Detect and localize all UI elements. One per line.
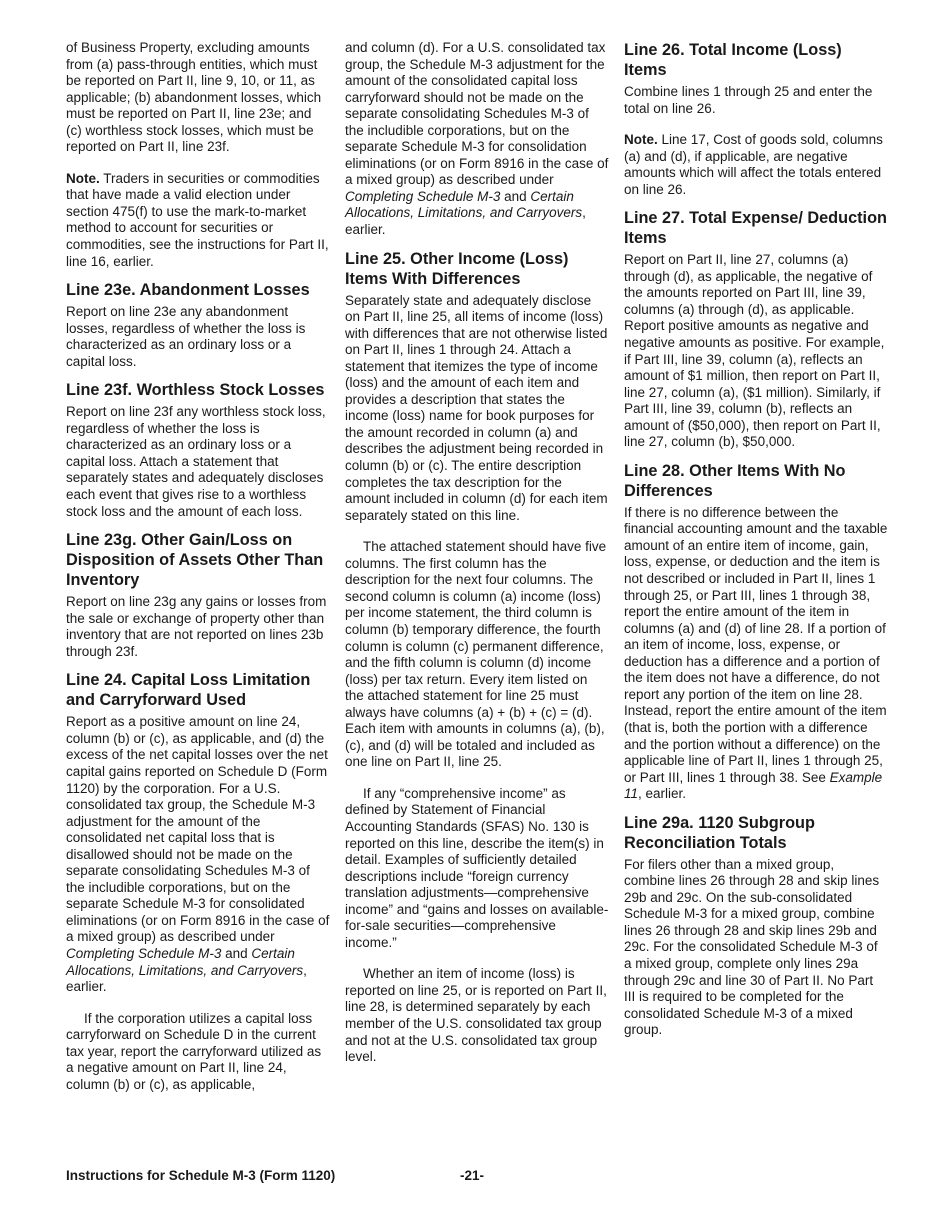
heading-line-23g: Line 23g. Other Gain/Loss on Disposition of Assets Other Than Inventory (66, 531, 324, 590)
note-paragraph: Note. Line 17, Cost of goods sold, columns (a) and (d), if applicable, are negative amounts which will affect the totals entered on line 26. (624, 132, 883, 197)
paragraph: Report on line 23g any gains or losses from the sale or exchange of property other than inventory that are not reported on lines 23b through 23f. (66, 594, 327, 659)
heading-line-24: Line 24. Capital Loss Limitation and Carryforward Used (66, 671, 311, 710)
column-right (624, 40, 888, 1039)
paragraph: and column (d). For a U.S. consolidated tax group, the Schedule M-3 adjustment for the amount of the consolidated capital loss carryforward should not be made on the separate consolidating Schedules M-3 of the includible corporations, but on the separate Schedule M-3 for consolidation eliminations (or on Form 8916 in the case of a mixed group) as described under Completing Schedule M-3 and Certain Allocations, Limitations, and Carryovers, earlier. (345, 40, 609, 238)
heading-line-25: Line 25. Other Income (Loss) Items With Differences (345, 249, 569, 288)
heading-line-26: Line 26. Total Income (Loss) Items (624, 41, 842, 79)
paragraph: Combine lines 1 through 25 and enter the total on line 26. (624, 84, 873, 116)
paragraph: Whether an item of income (loss) is reported on line 25, or is reported on Part II, line 28, is determined separately by each member of the U.S. consolidated tax group and not at the U.S. consolidated tax group level. (345, 966, 607, 1065)
paragraph: Report on line 23e any abandonment losses, regardless of whether the loss is characterized as an ordinary loss or a capital loss. (66, 304, 306, 369)
column-left (66, 40, 330, 1093)
paragraph: For filers other than a mixed group, combine lines 26 through 28 and skip lines 29b and 29c. On the sub-consolidated Schedule M-3 for a mixed group, combine lines 26 through 28 and skip lines 29b and 29c. For the consolidated Schedule M-3 of a mixed group, complete only lines 29a through 29c and line 30 of Part II. No Part III is required to be completed for the consolidated Schedule M-3 of a mixed group. (624, 856, 880, 1038)
paragraph: Separately state and adequately disclose on Part II, line 25, all items of income (loss) with differences that are not otherwise listed on Part II, lines 1 through 24. Attach a statement that itemizes the type of income (loss) and the amount of each item and provides a description that states the income (loss) name for book purposes for the amount recorded in column (a) and describes the adjustment being recorded in column (b) or (c). The entire description completes the tax description for the amount included in column (d) for each item separately stated on this line. (345, 292, 608, 523)
heading-line-23e: Line 23e. Abandonment Losses (66, 281, 310, 300)
heading-line-23f: Line 23f. Worthless Stock Losses (66, 381, 325, 400)
paragraph: of Business Property, excluding amounts from (a) pass-through entities, which must be reported on Part II, line 9, 10, or 11, as applicable; (b) abandonment losses, which must be reported on Part II, line 23e; and (c) worthless stock losses, which must be reported on Part II, line 23f. (66, 40, 322, 155)
heading-line-27: Line 27. Total Expense/ Deduction Items (624, 209, 887, 248)
page-number: -21- (460, 1168, 485, 1183)
footer-title: Instructions for Schedule M-3 (Form 1120) (66, 1168, 336, 1183)
paragraph: Report on Part II, line 27, columns (a) through (d), as applicable, the negative of the amounts reported on Part III, line 39, columns (a) through (d), as applicable. Report positive amounts as negative and negative amounts as positive. For example, if Part III, line 39, column (a), reflects an amount of $1 million, then report on Part II, line 27, column (a), ($1 million). Similarly, if Part III, line 39, column (b), reflects an amount of ($50,000), then report on Part II, line 27, column (b), $50,000. (624, 252, 885, 450)
paragraph: The attached statement should have five columns. The first column has the description for the next four columns. The second column is column (a) income (loss) per income statement, the third column is column (b) temporary difference, the fourth column is column (c) permanent difference, and the fifth column is column (d) income (loss) per tax return. Every item listed on the attached statement for line 25 must always have columns (a) + (b) + (c) = (d). Each item with amounts in columns (a), (b), (c), and (d) will be totaled and included as one line on Part II, line 25. (345, 539, 607, 770)
paragraph: If there is no difference between the financial accounting amount and the taxable amount of an entire item of income, gain, loss, expense, or deduction and the item is not described or included in Part II, lines 1 through 25, or Part III, lines 1 through 38, report the entire amount of the item in columns (a) and (d) of line 28. If a portion of an item of income, loss, expense, or deduction has a difference and a portion of the item does not have a difference, do not report any portion of the item on line 28. Instead, report the entire amount of the item (that is, both the portion with a difference and the portion without a difference) on the applicable line of Part II, lines 1 through 25, or Part III, lines 1 through 38. See Example 11, earlier. (624, 504, 888, 802)
heading-line-28: Line 28. Other Items With No Differences (624, 461, 846, 500)
paragraph: If the corporation utilizes a capital loss carryforward on Schedule D in the current tax year, report the carryforward utilized as a negative amount on Part II, line 24, column (b) or (c), as applicable, (66, 1010, 322, 1092)
paragraph: If any “comprehensive income” as defined by Statement of Financial Accounting Standards (SFAS) No. 130 is reported on this line, describe the item(s) in detail. Examples of sufficiently detailed descriptions include “foreign currency translation adjustments—comprehensive income” and “gains and losses on available-for-sale securities—comprehensive income.” (345, 785, 609, 950)
note-paragraph: Note. Traders in securities or commodities that have made a valid election under section 475(f) to use the mark-to-market method to account for securities or commodities, see the instructions for Part II, line 16, earlier. (66, 170, 329, 269)
column-middle (345, 40, 609, 1066)
heading-line-29a: Line 29a. 1120 Subgroup Reconciliation Totals (624, 813, 815, 852)
paragraph: Report on line 23f any worthless stock loss, regardless of whether the loss is characterized as an ordinary loss or a capital loss. Attach a statement that separately states and adequately discloses each event that gives rise to a worthless stock loss and the amount of each loss. (66, 404, 326, 519)
paragraph: Report as a positive amount on line 24, column (b) or (c), as applicable, and (d) the excess of the net capital losses over the net capital gains reported on Schedule D (Form 1120) by the corporation. For a U.S. consolidated tax group, the Schedule M-3 adjustment for the amount of the consolidated net capital loss that is disallowed should not be made on the separate consolidating Schedules M-3 of the includible corporations, but on the separate Schedule M-3 for consolidated eliminations (or on Form 8916 in the case of a mixed group) as described under Completing Schedule M-3 and Certain Allocations, Limitations, and Carryovers, earlier. (66, 714, 330, 995)
